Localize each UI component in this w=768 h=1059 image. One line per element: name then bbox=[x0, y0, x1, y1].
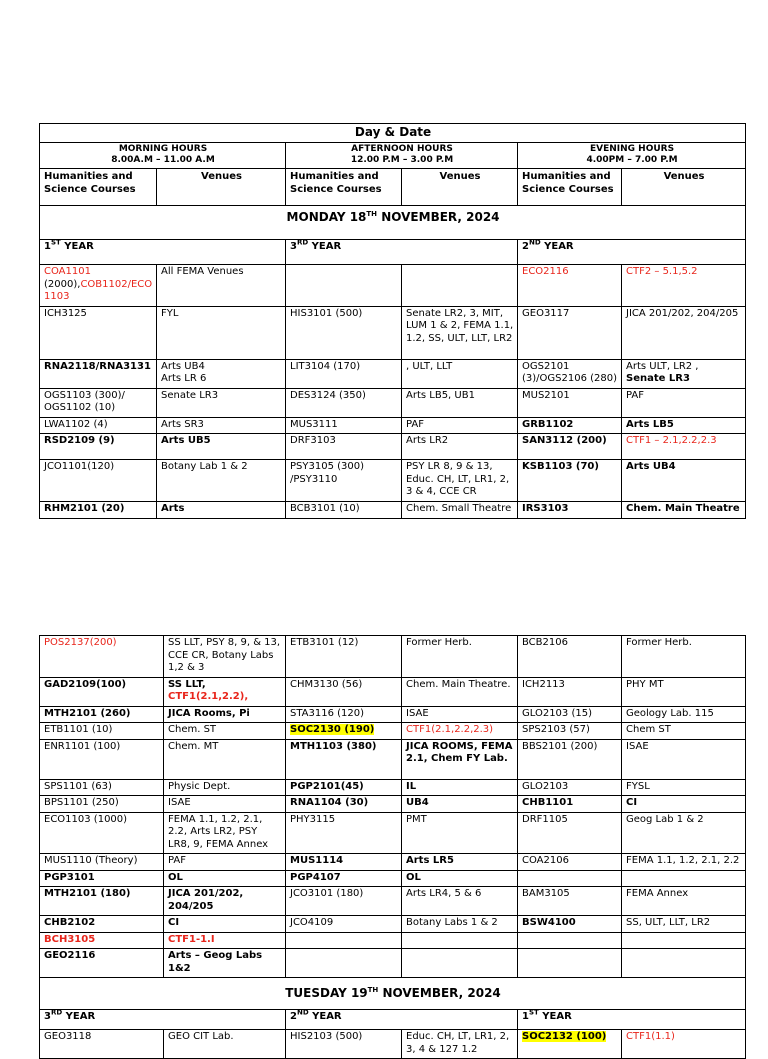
venue-cell: CTF2 – 5.1,5.2 bbox=[622, 265, 746, 307]
venue-cell: SS LLT, PSY 8, 9, & 13, CCE CR, Botany Labs 1,2 & 3 bbox=[164, 636, 286, 678]
year-heading: 2ND YEAR bbox=[518, 240, 746, 265]
venue-cell: FEMA Annex bbox=[622, 887, 746, 916]
venue-cell bbox=[622, 932, 746, 949]
course-cell: PHY3115 bbox=[286, 812, 402, 854]
venue-cell: JICA 201/202, 204/205 bbox=[164, 887, 286, 916]
course-cell: ECO2116 bbox=[518, 265, 622, 307]
evening-hours-header: EVENING HOURS 4.00PM – 7.00 P.M bbox=[518, 143, 746, 169]
year-heading: 3RD YEAR bbox=[286, 240, 518, 265]
course-cell: SOC2130 (190) bbox=[286, 723, 402, 740]
course-cell: IRS3103 bbox=[518, 502, 622, 519]
course-cell: GEO3117 bbox=[518, 306, 622, 359]
table-row bbox=[40, 870, 746, 887]
day-date-header: Day & Date bbox=[40, 124, 746, 143]
venue-cell: Former Herb. bbox=[402, 636, 518, 678]
venue-cell bbox=[402, 265, 518, 307]
course-cell: JCO4109 bbox=[286, 916, 402, 933]
table-row bbox=[40, 306, 746, 359]
venue-cell: Physic Dept. bbox=[164, 779, 286, 796]
course-cell: GEO2116 bbox=[40, 949, 164, 978]
course-cell: RHM2101 (20) bbox=[40, 502, 157, 519]
venue-cell: Arts ULT, LR2 , Senate LR3 bbox=[622, 359, 746, 388]
course-cell: SPS2103 (57) bbox=[518, 723, 622, 740]
course-cell: ETB1101 (10) bbox=[40, 723, 164, 740]
year-heading: 1ST YEAR bbox=[518, 1010, 746, 1030]
venue-cell: PAF bbox=[402, 417, 518, 434]
morning-hours-header: MORNING HOURS 8.00A.M – 11.00 A.M bbox=[40, 143, 286, 169]
venue-cell: OL bbox=[164, 870, 286, 887]
table-row bbox=[40, 706, 746, 723]
course-cell: JCO1101(120) bbox=[40, 460, 157, 502]
course-cell: DRF1105 bbox=[518, 812, 622, 854]
course-cell: SOC2132 (100) bbox=[518, 1030, 622, 1059]
venue-cell: Chem. MT bbox=[164, 739, 286, 779]
venue-cell: IL bbox=[402, 779, 518, 796]
courses-column-header: Humanities and Science Courses bbox=[518, 169, 622, 206]
courses-column-header: Humanities and Science Courses bbox=[286, 169, 402, 206]
course-cell: GLO2103 bbox=[518, 779, 622, 796]
course-cell: BCB3101 (10) bbox=[286, 502, 402, 519]
venue-cell: Arts LB5 bbox=[622, 417, 746, 434]
course-cell: PGP4107 bbox=[286, 870, 402, 887]
table-row bbox=[40, 932, 746, 949]
venue-cell: PHY MT bbox=[622, 677, 746, 706]
venue-cell: ISAE bbox=[622, 739, 746, 779]
course-cell bbox=[518, 870, 622, 887]
table-row bbox=[40, 636, 746, 678]
course-cell: MUS1114 bbox=[286, 854, 402, 871]
venue-cell: CTF1 – 2.1,2.2,2.3 bbox=[622, 434, 746, 460]
course-cell: OGS1103 (300)/ OGS1102 (10) bbox=[40, 388, 157, 417]
table-row bbox=[40, 887, 746, 916]
course-cell: MTH2101 (260) bbox=[40, 706, 164, 723]
course-cell: ICH3125 bbox=[40, 306, 157, 359]
table-row bbox=[40, 265, 746, 307]
venue-cell: Former Herb. bbox=[622, 636, 746, 678]
course-cell: BCB2106 bbox=[518, 636, 622, 678]
table-row bbox=[40, 460, 746, 502]
table-row bbox=[40, 949, 746, 978]
course-cell: BCH3105 bbox=[40, 932, 164, 949]
course-cell: RNA1104 (30) bbox=[286, 796, 402, 813]
course-cell: KSB1103 (70) bbox=[518, 460, 622, 502]
table-row bbox=[40, 723, 746, 740]
course-cell: GAD2109(100) bbox=[40, 677, 164, 706]
course-cell: PSY3105 (300) /PSY3110 bbox=[286, 460, 402, 502]
course-cell: GRB1102 bbox=[518, 417, 622, 434]
course-cell bbox=[286, 932, 402, 949]
venue-cell: Arts – Geog Labs 1&2 bbox=[164, 949, 286, 978]
venue-cell: Senate LR3 bbox=[157, 388, 286, 417]
venue-cell: Chem. ST bbox=[164, 723, 286, 740]
day-heading: TUESDAY 19TH NOVEMBER, 2024 bbox=[40, 978, 746, 1010]
course-cell: RNA2118/RNA3131 bbox=[40, 359, 157, 388]
venue-cell: Senate LR2, 3, MIT, LUM 1 & 2, FEMA 1.1, 1.2, SS, ULT, LLT, LR2 bbox=[402, 306, 518, 359]
table-row bbox=[40, 916, 746, 933]
venue-cell: CTF1(2.1,2.2,2.3) bbox=[402, 723, 518, 740]
venue-cell: Chem. Main Theatre. bbox=[402, 677, 518, 706]
course-cell: PGP2101(45) bbox=[286, 779, 402, 796]
table-row bbox=[40, 388, 746, 417]
table-row bbox=[40, 796, 746, 813]
course-cell: ICH2113 bbox=[518, 677, 622, 706]
venue-cell: Botany Labs 1 & 2 bbox=[402, 916, 518, 933]
venue-cell: ISAE bbox=[402, 706, 518, 723]
venue-cell: CI bbox=[164, 916, 286, 933]
course-cell: SPS1101 (63) bbox=[40, 779, 164, 796]
courses-column-header: Humanities and Science Courses bbox=[40, 169, 157, 206]
course-cell: COA1101 (2000),COB1102/ECO1103 bbox=[40, 265, 157, 307]
course-cell: STA3116 (120) bbox=[286, 706, 402, 723]
venue-cell: CTF1(1.1) bbox=[622, 1030, 746, 1059]
venue-cell: JICA ROOMS, FEMA 2.1, Chem FY Lab. bbox=[402, 739, 518, 779]
course-cell: MTH2101 (180) bbox=[40, 887, 164, 916]
course-cell: RSD2109 (9) bbox=[40, 434, 157, 460]
exam-timetable-continued bbox=[39, 635, 746, 1059]
exam-timetable-monday bbox=[39, 123, 746, 519]
venue-cell: Chem ST bbox=[622, 723, 746, 740]
course-cell: DES3124 (350) bbox=[286, 388, 402, 417]
venue-cell: SS LLT, CTF1(2.1,2.2), bbox=[164, 677, 286, 706]
course-cell: ETB3101 (12) bbox=[286, 636, 402, 678]
course-cell: LWA1102 (4) bbox=[40, 417, 157, 434]
course-cell: HIS3101 (500) bbox=[286, 306, 402, 359]
venue-cell: Chem. Small Theatre bbox=[402, 502, 518, 519]
table-row bbox=[40, 677, 746, 706]
course-cell: MTH1103 (380) bbox=[286, 739, 402, 779]
course-cell: LIT3104 (170) bbox=[286, 359, 402, 388]
venue-cell: Botany Lab 1 & 2 bbox=[157, 460, 286, 502]
venue-cell: ISAE bbox=[164, 796, 286, 813]
venue-cell: Arts LR4, 5 & 6 bbox=[402, 887, 518, 916]
venue-cell: SS, ULT, LLT, LR2 bbox=[622, 916, 746, 933]
table-row bbox=[40, 812, 746, 854]
venue-cell: Arts bbox=[157, 502, 286, 519]
course-cell: BBS2101 (200) bbox=[518, 739, 622, 779]
venue-cell: Geog Lab 1 & 2 bbox=[622, 812, 746, 854]
venue-cell: Educ. CH, LT, LR1, 2, 3, 4 & 127 1.2 bbox=[402, 1030, 518, 1059]
course-cell bbox=[518, 932, 622, 949]
course-cell: CHB1101 bbox=[518, 796, 622, 813]
table-row bbox=[40, 417, 746, 434]
course-cell: MUS1110 (Theory) bbox=[40, 854, 164, 871]
venue-cell: CI bbox=[622, 796, 746, 813]
venue-cell: PAF bbox=[164, 854, 286, 871]
table-row bbox=[40, 854, 746, 871]
venues-column-header: Venues bbox=[402, 169, 518, 206]
year-heading: 1ST YEAR bbox=[40, 240, 286, 265]
venue-cell: Arts UB4 Arts LR 6 bbox=[157, 359, 286, 388]
course-cell: MUS3111 bbox=[286, 417, 402, 434]
venue-cell: Arts SR3 bbox=[157, 417, 286, 434]
venue-cell: , ULT, LLT bbox=[402, 359, 518, 388]
course-cell: CHM3130 (56) bbox=[286, 677, 402, 706]
course-cell: SAN3112 (200) bbox=[518, 434, 622, 460]
table-row bbox=[40, 502, 746, 519]
table-row bbox=[40, 739, 746, 779]
venue-cell: All FEMA Venues bbox=[157, 265, 286, 307]
course-cell: JCO3101 (180) bbox=[286, 887, 402, 916]
course-cell: BPS1101 (250) bbox=[40, 796, 164, 813]
course-cell: COA2106 bbox=[518, 854, 622, 871]
course-cell bbox=[518, 949, 622, 978]
course-cell: BSW4100 bbox=[518, 916, 622, 933]
venue-cell: Arts UB5 bbox=[157, 434, 286, 460]
venue-cell: Arts LB5, UB1 bbox=[402, 388, 518, 417]
course-cell: HIS2103 (500) bbox=[286, 1030, 402, 1059]
venue-cell: OL bbox=[402, 870, 518, 887]
venue-cell: JICA 201/202, 204/205 bbox=[622, 306, 746, 359]
table-row bbox=[40, 1030, 746, 1059]
venue-cell: Chem. Main Theatre bbox=[622, 502, 746, 519]
course-cell: POS2137(200) bbox=[40, 636, 164, 678]
venue-cell: PMT bbox=[402, 812, 518, 854]
year-heading: 3RD YEAR bbox=[40, 1010, 286, 1030]
venue-cell bbox=[622, 870, 746, 887]
venue-cell: Geology Lab. 115 bbox=[622, 706, 746, 723]
venues-column-header: Venues bbox=[622, 169, 746, 206]
venue-cell: FYSL bbox=[622, 779, 746, 796]
course-cell bbox=[286, 949, 402, 978]
table-row bbox=[40, 779, 746, 796]
course-cell: BAM3105 bbox=[518, 887, 622, 916]
venue-cell: GEO CIT Lab. bbox=[164, 1030, 286, 1059]
venue-cell: JICA Rooms, Pi bbox=[164, 706, 286, 723]
course-cell: GEO3118 bbox=[40, 1030, 164, 1059]
course-cell: CHB2102 bbox=[40, 916, 164, 933]
course-cell: ENR1101 (100) bbox=[40, 739, 164, 779]
day-heading: MONDAY 18TH NOVEMBER, 2024 bbox=[40, 206, 746, 240]
venue-cell bbox=[402, 932, 518, 949]
venue-cell: FYL bbox=[157, 306, 286, 359]
venue-cell bbox=[402, 949, 518, 978]
course-cell: OGS2101 (3)/OGS2106 (280) bbox=[518, 359, 622, 388]
venue-cell: FEMA 1.1, 1.2, 2.1, 2.2 bbox=[622, 854, 746, 871]
venue-cell: FEMA 1.1, 1.2, 2.1, 2.2, Arts LR2, PSY LR8, 9, FEMA Annex bbox=[164, 812, 286, 854]
venue-cell: CTF1-1.I bbox=[164, 932, 286, 949]
afternoon-hours-header: AFTERNOON HOURS 12.00 P.M – 3.00 P.M bbox=[286, 143, 518, 169]
course-cell: DRF3103 bbox=[286, 434, 402, 460]
venue-cell: Arts LR5 bbox=[402, 854, 518, 871]
table-row bbox=[40, 434, 746, 460]
year-heading: 2ND YEAR bbox=[286, 1010, 518, 1030]
venues-column-header: Venues bbox=[157, 169, 286, 206]
venue-cell: PSY LR 8, 9 & 13, Educ. CH, LT, LR1, 2, 3 & 4, CCE CR bbox=[402, 460, 518, 502]
venue-cell bbox=[622, 949, 746, 978]
course-cell: GLO2103 (15) bbox=[518, 706, 622, 723]
venue-cell: Arts UB4 bbox=[622, 460, 746, 502]
course-cell: MUS2101 bbox=[518, 388, 622, 417]
course-cell bbox=[286, 265, 402, 307]
venue-cell: PAF bbox=[622, 388, 746, 417]
course-cell: ECO1103 (1000) bbox=[40, 812, 164, 854]
venue-cell: Arts LR2 bbox=[402, 434, 518, 460]
course-cell: PGP3101 bbox=[40, 870, 164, 887]
venue-cell: UB4 bbox=[402, 796, 518, 813]
table-row bbox=[40, 359, 746, 388]
